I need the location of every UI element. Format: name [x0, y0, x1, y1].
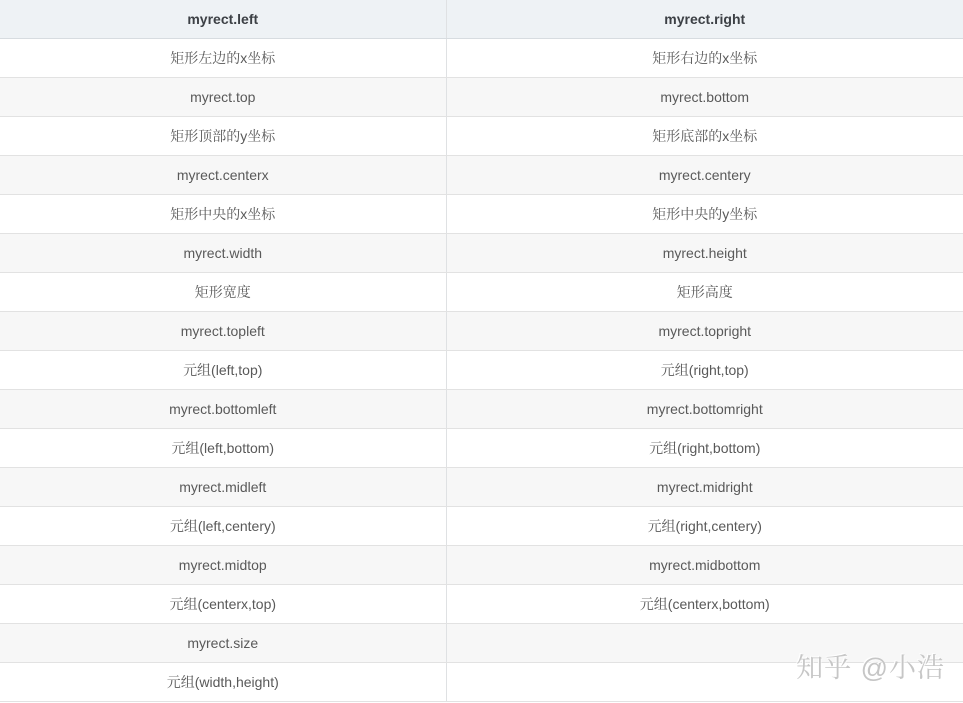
zhihu-watermark: 知乎 @小浩	[796, 653, 945, 683]
cell-left: 元组(left,bottom)	[0, 429, 446, 468]
cell-right	[446, 624, 963, 663]
cell-right	[446, 663, 963, 702]
cell-right: 元组(right,bottom)	[446, 429, 963, 468]
table-row	[0, 156, 963, 195]
table-row	[0, 585, 963, 624]
table-row	[0, 663, 963, 702]
table-row	[0, 507, 963, 546]
table-row	[0, 117, 963, 156]
cell-left: myrect.midtop	[0, 546, 446, 585]
cell-right: myrect.midbottom	[446, 546, 963, 585]
table-body	[0, 39, 963, 702]
table-row	[0, 39, 963, 78]
cell-right: 矩形高度	[446, 273, 963, 312]
cell-right: myrect.height	[446, 234, 963, 273]
cell-left: 矩形左边的x坐标	[0, 39, 446, 78]
cell-left: myrect.width	[0, 234, 446, 273]
table-row	[0, 312, 963, 351]
cell-left: 元组(centerx,top)	[0, 585, 446, 624]
header-row	[0, 0, 963, 39]
table-row	[0, 234, 963, 273]
cell-left: 矩形顶部的y坐标	[0, 117, 446, 156]
cell-right: 矩形右边的x坐标	[446, 39, 963, 78]
table-row	[0, 390, 963, 429]
cell-left: myrect.centerx	[0, 156, 446, 195]
cell-left: myrect.topleft	[0, 312, 446, 351]
header-cell-right: myrect.right	[446, 0, 963, 39]
cell-right: 元组(right,centery)	[446, 507, 963, 546]
cell-left: myrect.bottomleft	[0, 390, 446, 429]
table-row	[0, 546, 963, 585]
table-row	[0, 624, 963, 663]
cell-left: myrect.midleft	[0, 468, 446, 507]
cell-left: 元组(left,centery)	[0, 507, 446, 546]
table-row	[0, 195, 963, 234]
cell-right: myrect.topright	[446, 312, 963, 351]
table-row	[0, 429, 963, 468]
cell-right: 矩形底部的x坐标	[446, 117, 963, 156]
table-header	[0, 0, 963, 39]
cell-left: myrect.size	[0, 624, 446, 663]
cell-right: 矩形中央的y坐标	[446, 195, 963, 234]
cell-right: myrect.bottomright	[446, 390, 963, 429]
table-row	[0, 273, 963, 312]
header-cell-left: myrect.left	[0, 0, 446, 39]
cell-left: 元组(left,top)	[0, 351, 446, 390]
cell-left: myrect.top	[0, 78, 446, 117]
table-row	[0, 351, 963, 390]
cell-left: 元组(width,height)	[0, 663, 446, 702]
cell-right: 元组(right,top)	[446, 351, 963, 390]
cell-right: myrect.centery	[446, 156, 963, 195]
table-row	[0, 468, 963, 507]
cell-left: 矩形中央的x坐标	[0, 195, 446, 234]
cell-right: myrect.bottom	[446, 78, 963, 117]
cell-right: myrect.midright	[446, 468, 963, 507]
cell-left: 矩形宽度	[0, 273, 446, 312]
cell-right: 元组(centerx,bottom)	[446, 585, 963, 624]
table-row	[0, 78, 963, 117]
